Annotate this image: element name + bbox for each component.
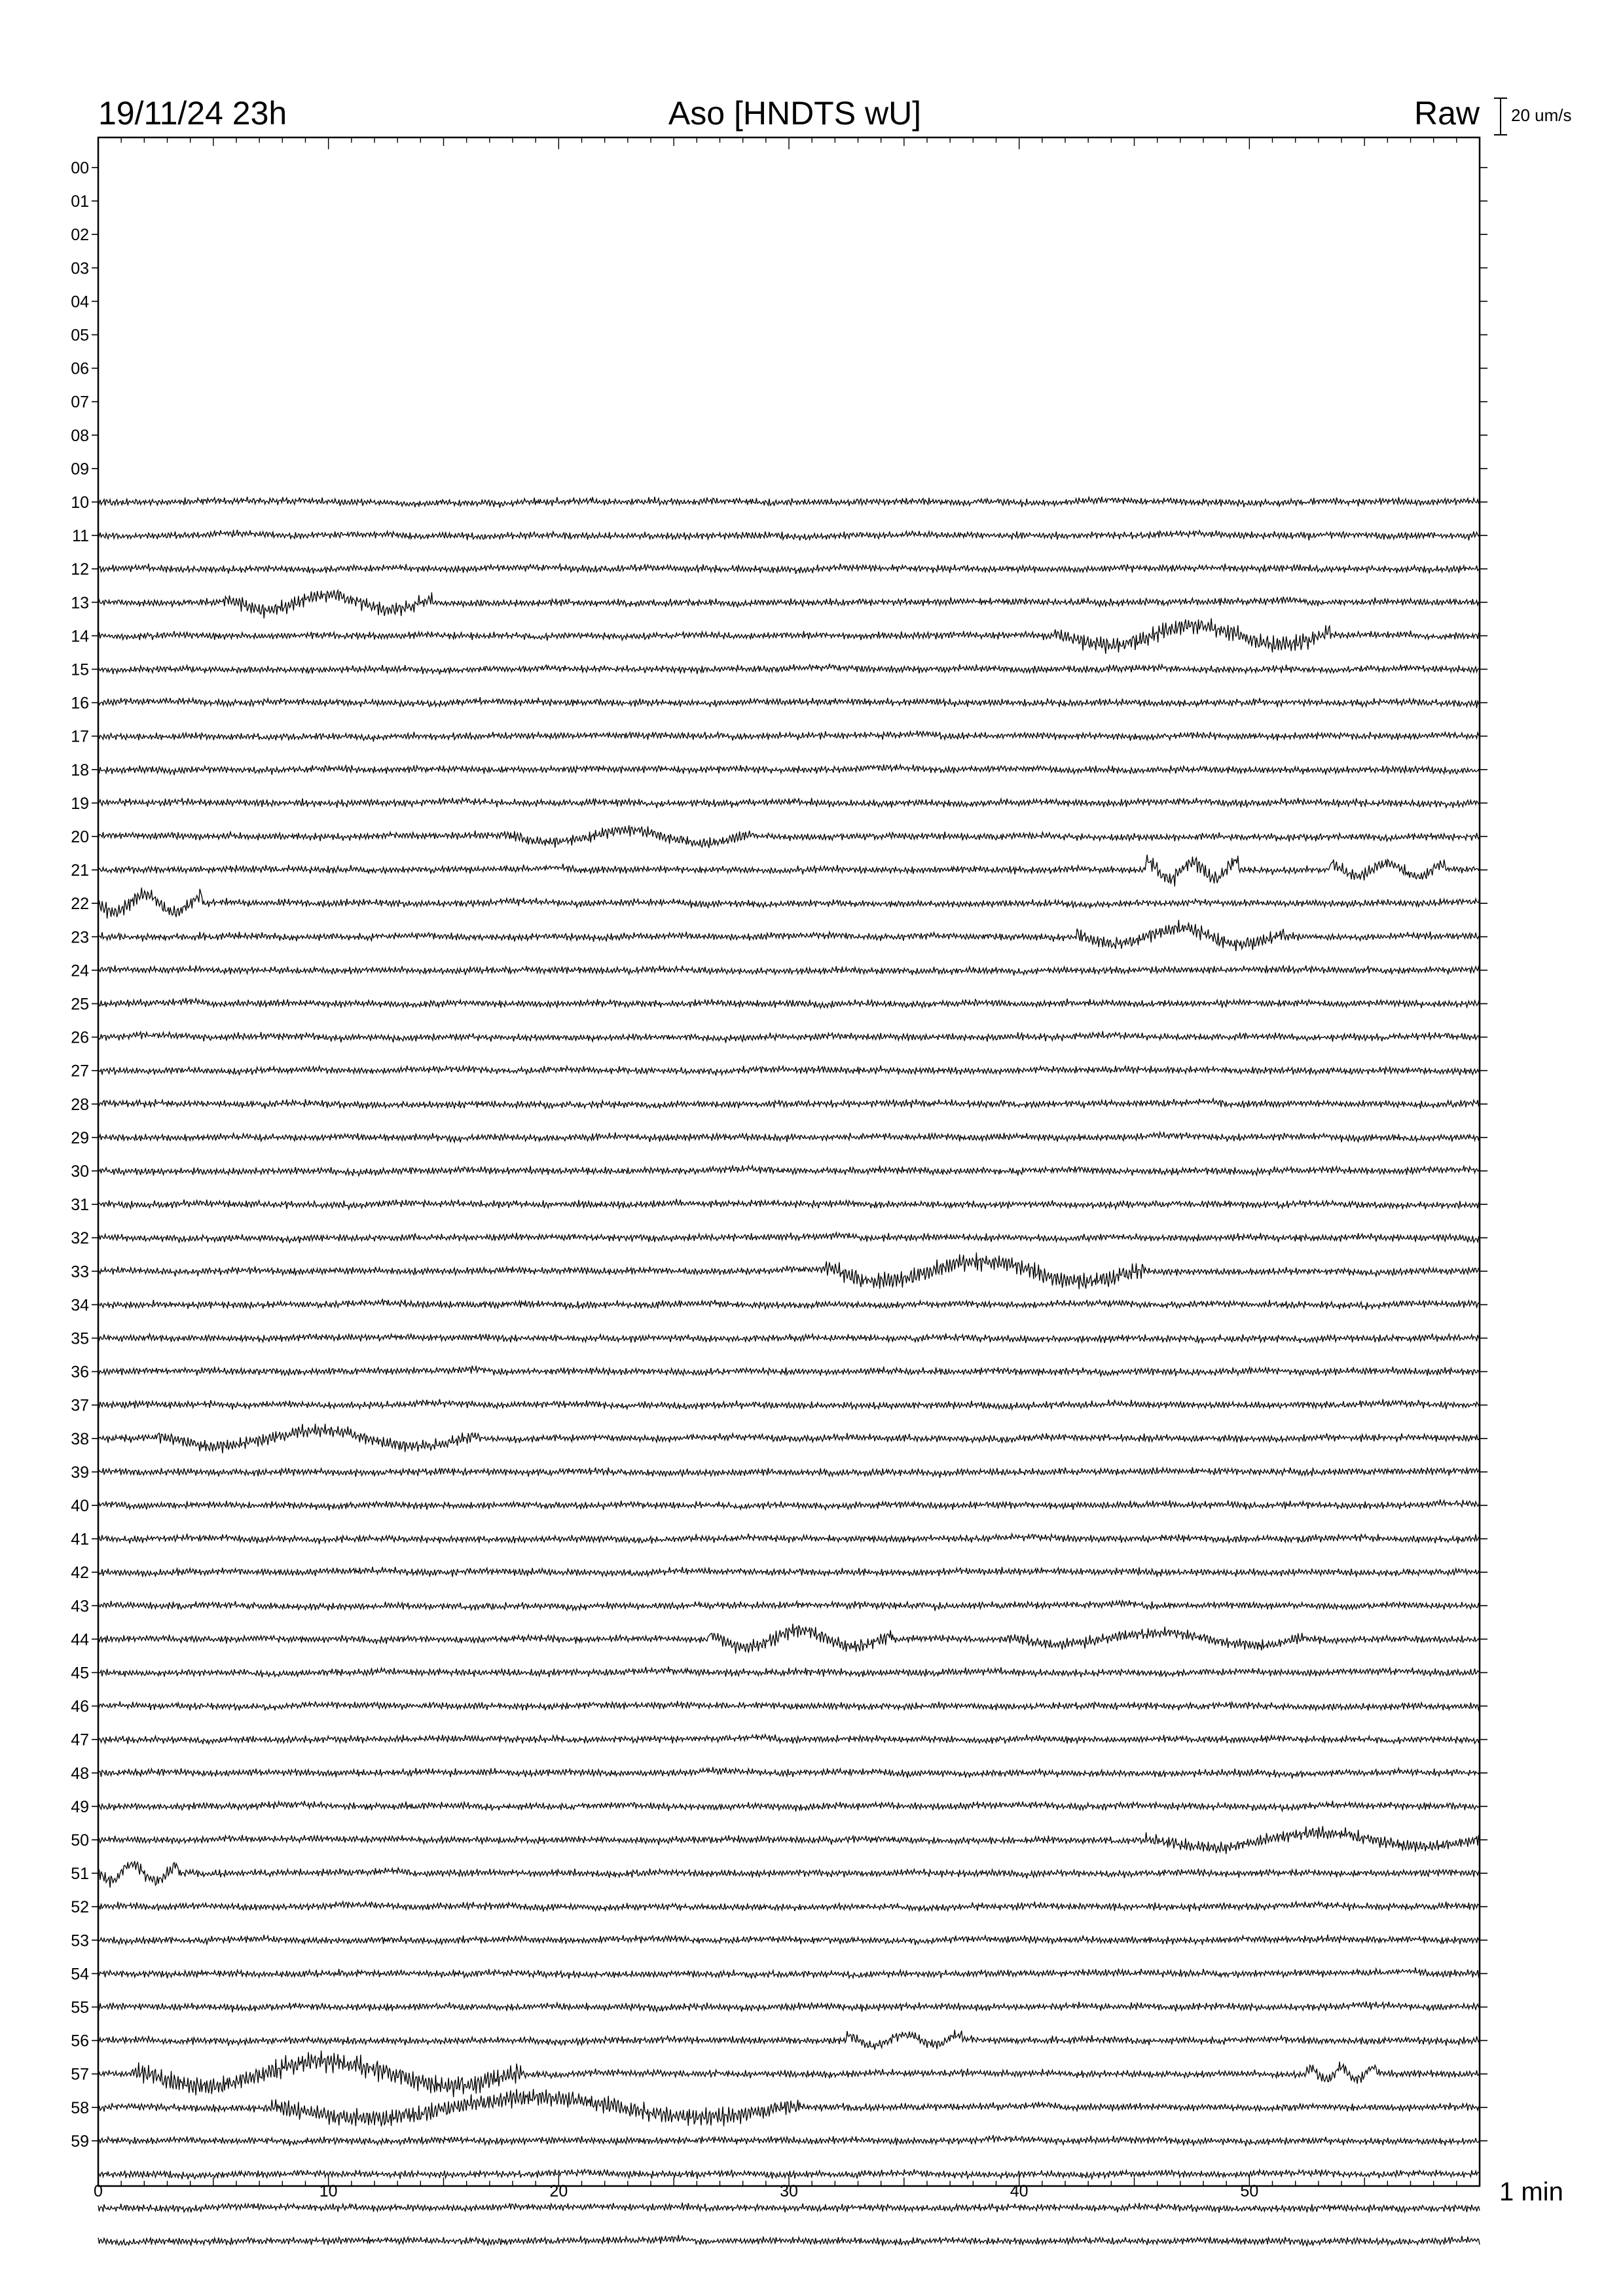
row-label: 10 — [71, 493, 89, 512]
row-label: 53 — [71, 1931, 89, 1950]
row-label: 02 — [71, 226, 89, 245]
trace-row-50 — [98, 1826, 1480, 1854]
datetime-label: 19/11/24 23h — [98, 95, 287, 132]
x-axis-tick-labels — [94, 2182, 1258, 2200]
trace-row-53 — [98, 1935, 1480, 1945]
row-label: 06 — [71, 359, 89, 378]
trace-row-58 — [98, 2089, 1480, 2126]
mode-label: Raw — [1413, 95, 1480, 132]
row-label: 41 — [71, 1530, 89, 1549]
row-label: 34 — [71, 1296, 89, 1315]
trace-row-13 — [98, 590, 1480, 619]
trace-row-27 — [98, 1066, 1480, 1075]
trace-row-40 — [98, 1499, 1480, 1511]
row-label: 32 — [71, 1229, 89, 1248]
x-axis-unit-label: 1 min — [1499, 2178, 1563, 2206]
x-tick-label: 30 — [780, 2182, 798, 2200]
trace-row-14 — [98, 619, 1480, 654]
x-tick-label: 40 — [1010, 2182, 1029, 2200]
trace-row-51 — [98, 1861, 1480, 1888]
trace-row-overflow — [98, 2202, 1480, 2213]
seismic-traces — [98, 497, 1480, 2246]
row-label: 11 — [72, 527, 89, 546]
trace-row-26 — [98, 1031, 1480, 1043]
amplitude-scale-label: 20 um/s — [1511, 105, 1572, 125]
trace-row-38 — [98, 1424, 1480, 1453]
row-label: 23 — [71, 928, 89, 947]
trace-row-11 — [98, 530, 1480, 541]
trace-row-55 — [98, 2001, 1480, 2013]
row-label: 03 — [71, 259, 89, 278]
trace-row-31 — [98, 1199, 1480, 1210]
trace-row-49 — [98, 1801, 1480, 1811]
row-label: 59 — [71, 2132, 89, 2151]
row-label: 55 — [71, 1998, 89, 2017]
trace-row-25 — [98, 998, 1480, 1009]
trace-row-47 — [98, 1734, 1480, 1744]
row-label: 25 — [71, 995, 89, 1014]
trace-row-16 — [98, 697, 1480, 708]
trace-row-24 — [98, 965, 1480, 976]
station-title: Aso [HNDTS wU] — [668, 95, 922, 132]
row-label: 35 — [71, 1329, 89, 1348]
trace-row-10 — [98, 497, 1480, 508]
row-label: 07 — [71, 393, 89, 412]
row-label: 57 — [71, 2065, 89, 2084]
trace-row-32 — [98, 1232, 1480, 1243]
row-label: 01 — [71, 192, 89, 211]
row-label: 49 — [71, 1797, 89, 1816]
x-tick-label: 20 — [549, 2182, 568, 2200]
trace-row-19 — [98, 798, 1480, 808]
trace-row-18 — [98, 764, 1480, 775]
row-label: 40 — [71, 1497, 89, 1515]
trace-row-12 — [98, 564, 1480, 574]
row-label: 36 — [71, 1363, 89, 1382]
trace-row-29 — [98, 1132, 1480, 1142]
trace-row-59 — [98, 2135, 1480, 2146]
row-label: 39 — [71, 1463, 89, 1482]
row-label: 00 — [71, 159, 89, 177]
trace-row-30 — [98, 1166, 1480, 1176]
row-label: 21 — [71, 861, 89, 880]
trace-row-33 — [98, 1253, 1480, 1289]
row-label: 04 — [71, 293, 89, 312]
row-label: 08 — [71, 426, 89, 445]
right-row-ticks — [92, 168, 1487, 2141]
row-label: 38 — [71, 1429, 89, 1448]
x-tick-label: 0 — [94, 2182, 103, 2200]
trace-row-41 — [98, 1534, 1480, 1544]
trace-row-56 — [98, 2030, 1480, 2049]
row-label: 54 — [71, 1965, 89, 1984]
row-minute-labels — [71, 159, 89, 2151]
row-label: 33 — [71, 1263, 89, 1282]
x-tick-label: 50 — [1240, 2182, 1259, 2200]
trace-row-34 — [98, 1299, 1480, 1310]
trace-row-46 — [98, 1701, 1480, 1711]
trace-row-overflow — [98, 2235, 1480, 2247]
trace-row-23 — [98, 920, 1480, 951]
row-label: 09 — [71, 459, 89, 478]
amplitude-scale-bar — [1494, 98, 1507, 135]
row-label: 58 — [71, 2098, 89, 2117]
row-label: 51 — [71, 1865, 89, 1884]
row-label: 29 — [71, 1128, 89, 1147]
row-label: 56 — [71, 2032, 89, 2051]
trace-row-36 — [98, 1366, 1480, 1377]
trace-row-44 — [98, 1624, 1480, 1654]
row-label: 16 — [71, 694, 89, 713]
row-label: 31 — [71, 1196, 89, 1215]
trace-row-45 — [98, 1666, 1480, 1677]
row-label: 27 — [71, 1062, 89, 1081]
row-label: 22 — [71, 895, 89, 914]
row-label: 15 — [71, 660, 89, 679]
trace-row-39 — [98, 1467, 1480, 1478]
row-label: 30 — [71, 1162, 89, 1181]
row-label: 48 — [71, 1764, 89, 1783]
trace-row-57 — [98, 2051, 1480, 2097]
row-label: 26 — [71, 1028, 89, 1047]
trace-row-15 — [98, 664, 1480, 675]
row-label: 46 — [71, 1697, 89, 1716]
trace-row-22 — [98, 888, 1480, 918]
trace-row-54 — [98, 1967, 1480, 1979]
trace-row-48 — [98, 1767, 1480, 1779]
row-label: 47 — [71, 1731, 89, 1749]
row-label: 24 — [71, 961, 89, 980]
trace-row-20 — [98, 825, 1480, 848]
row-label: 13 — [71, 594, 89, 613]
row-label: 12 — [71, 560, 89, 579]
x-tick-label: 10 — [319, 2182, 338, 2200]
row-label: 42 — [71, 1564, 89, 1583]
row-label: 19 — [71, 794, 89, 813]
row-label: 17 — [71, 727, 89, 746]
row-label: 43 — [71, 1597, 89, 1616]
trace-row-35 — [98, 1333, 1480, 1343]
row-label: 05 — [71, 326, 89, 345]
trace-row-42 — [98, 1567, 1480, 1577]
trace-row-21 — [98, 855, 1480, 887]
trace-row-17 — [98, 730, 1480, 742]
plot-frame — [98, 137, 1480, 2186]
trace-row-43 — [98, 1600, 1480, 1611]
row-label: 14 — [71, 627, 89, 646]
row-label: 52 — [71, 1898, 89, 1917]
trace-row-37 — [98, 1399, 1480, 1410]
trace-row-52 — [98, 1901, 1480, 1912]
row-label: 50 — [71, 1831, 89, 1850]
row-label: 45 — [71, 1664, 89, 1683]
row-label: 20 — [71, 828, 89, 846]
row-label: 18 — [71, 761, 89, 780]
trace-row-28 — [98, 1099, 1480, 1109]
row-label: 37 — [71, 1396, 89, 1415]
row-label: 44 — [71, 1630, 89, 1649]
top-minute-ticks — [98, 137, 1480, 149]
row-label: 28 — [71, 1095, 89, 1114]
